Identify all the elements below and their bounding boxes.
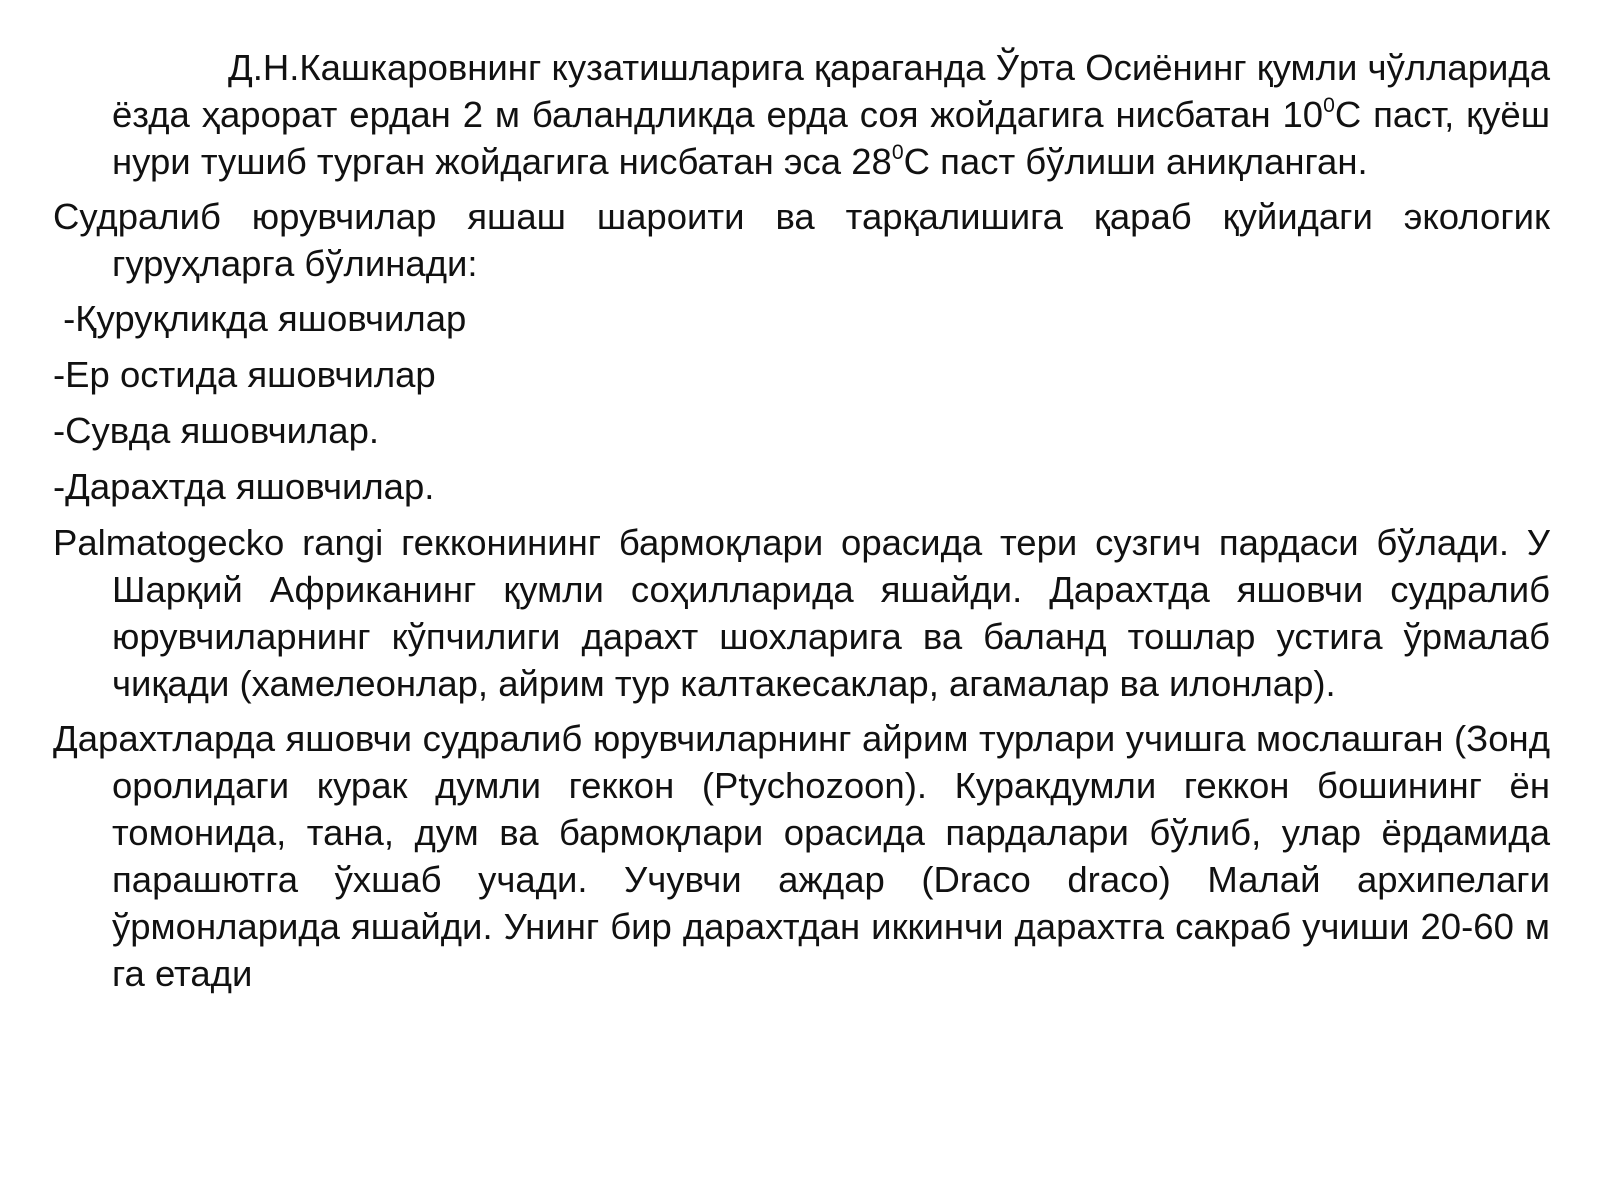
paragraph-palmatogecko: Palmatogecko rangi гекконининг бармоқлари орасида тери сузгич пардаси бўлади. У Шарқий Африканинг қумли соҳилларида яшайди. Дарахтда яшовчи судралиб юрувчиларнинг кўпчилиги дарахт шохларига ва баланд тошлар устига ўрмалаб чиқади (хамелеонлар, айрим тур калтакесаклар, агамалар ва илонлар).	[53, 522, 1550, 704]
list-item: -Ер остида яшовчилар	[53, 354, 436, 395]
document-body	[53, 44, 1550, 1005]
paragraph-temperature	[53, 44, 1550, 185]
paragraph-ecological-groups-intro: Судралиб юрувчилар яшаш шароити ва тарқалишига қараб қуйидаги экологик гуруҳларга бўлинади:	[53, 196, 1550, 284]
superscript-degree: 0	[1323, 93, 1335, 117]
superscript-degree: 0	[891, 140, 904, 164]
list-item: -Сувда яшовчилар.	[53, 410, 380, 451]
paragraph-text: С паст бўлиши аниқланган.	[903, 141, 1368, 182]
ecological-groups-list	[53, 295, 1550, 510]
list-item: -Қуруқликда яшовчилар	[53, 298, 467, 339]
paragraph-gliding-reptiles: Дарахтларда яшовчи судралиб юрувчиларнинг айрим турлари учишга мослашган (Зонд оролидаги курак думли геккон (Ptychozoon). Куракдумли геккон бошининг ён томонида, тана, дум ва бармоқлари орасида пардалари бўлиб, улар ёрдамида парашютга ўхшаб учади. Учувчи аждар (Draco draco) Малай архипелаги ўрмонларида яшайди. Унинг бир дарахтдан иккинчи дарахтга сакраб учиши 20-60 м га етади	[53, 718, 1550, 994]
paragraph-text: Д.Н.Кашкаровнинг кузатишларига қараганда Ўрта Осиёнинг қумли чўлларида ёзда ҳарорат ердан 2 м баландликда ерда соя жойдагига нисбатан 10	[112, 47, 1550, 135]
paragraph-text: С паст, қуёш нури тушиб турган жойдагига нисбатан эса 28	[112, 94, 1550, 182]
list-item: -Дарахтда яшовчилар.	[53, 466, 435, 507]
